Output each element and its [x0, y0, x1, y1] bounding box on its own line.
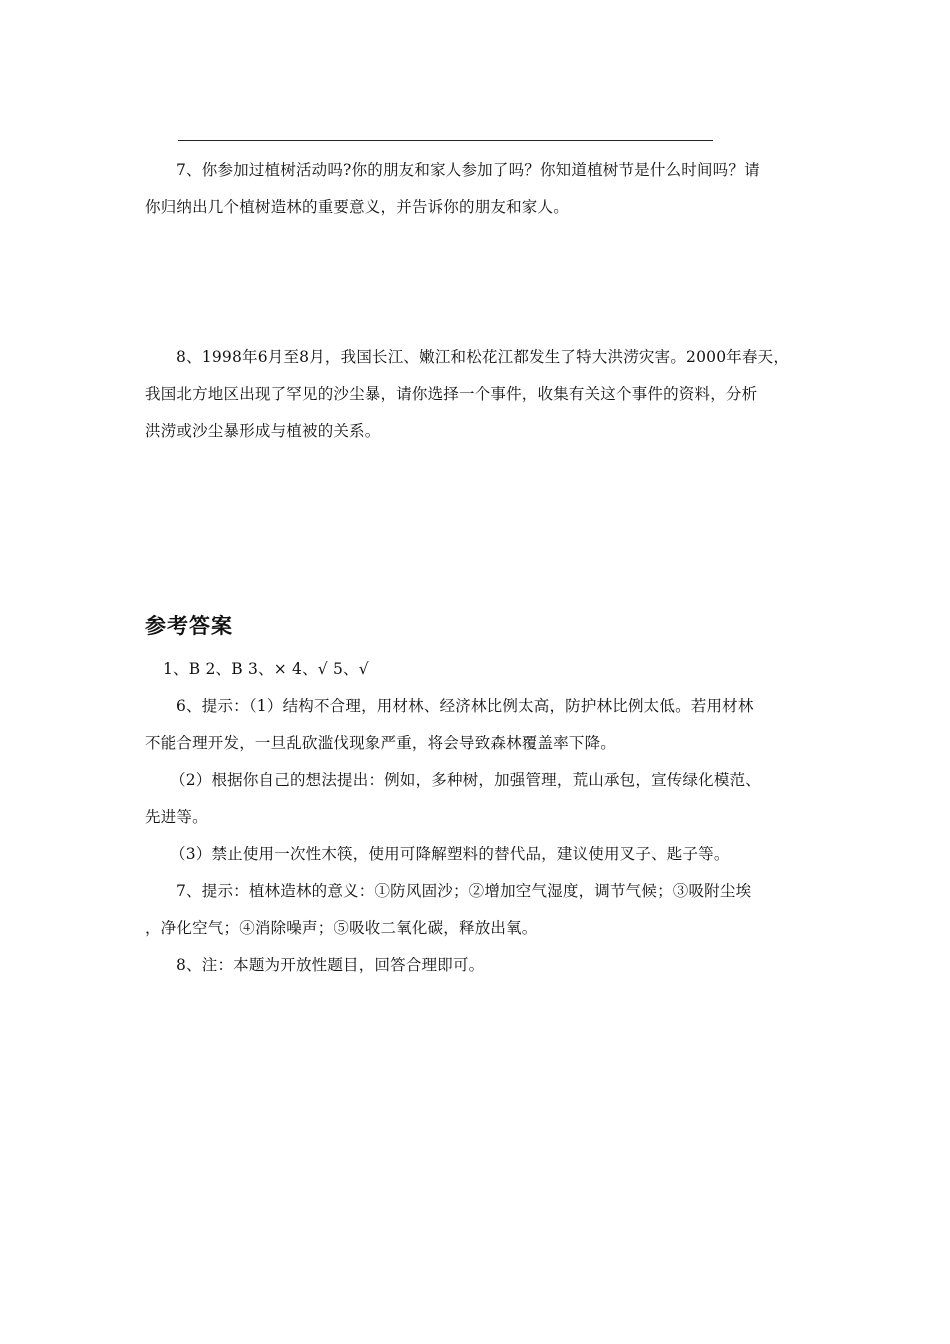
answer-8: 8、注：本题为开放性题目，回答合理即可。 — [176, 956, 485, 974]
answer-7-line-2: ，净化空气；④消除噪声；⑤吸收二氧化碳，释放出氧。 — [145, 919, 538, 937]
answer-1-5: 1、B 2、B 3、× 4、√ 5、√ — [163, 660, 369, 678]
question-7-line-1: 7、你参加过植树活动吗?你的朋友和家人参加了吗？你知道植树节是什么时间吗？请 — [176, 161, 760, 179]
answer-6-line-3: （2）根据你自己的想法提出：例如，多种树，加强管理，荒山承包，宣传绿化模范、 — [170, 771, 761, 789]
answer-7-line-1: 7、提示：植林造林的意义：①防风固沙；②增加空气湿度，调节气候；③吸附尘埃 — [176, 882, 752, 900]
question-8-line-2: 我国北方地区出现了罕见的沙尘暴，请你选择一个事件，收集有关这个事件的资料，分析 — [145, 385, 758, 403]
answer-6-line-2: 不能合理开发，一旦乱砍滥伐现象严重，将会导致森林覆盖率下降。 — [145, 734, 617, 752]
question-7-line-2: 你归纳出几个植树造林的重要意义，并告诉你的朋友和家人。 — [145, 198, 569, 216]
answers-body — [145, 651, 805, 984]
answer-6-line-5: （3）禁止使用一次性木筷，使用可降解塑料的替代品，建议使用叉子、匙子等。 — [170, 845, 730, 863]
question-8-line-3: 洪涝或沙尘暴形成与植被的关系。 — [145, 422, 381, 440]
answer-6-line-4: 先进等。 — [145, 808, 208, 826]
question-7 — [145, 152, 805, 226]
answer-6-line-1: 6、提示：（1）结构不合理，用材林、经济林比例太高，防护林比例太低。若用材林 — [176, 697, 754, 715]
question-8-line-1: 8、1998年6月至8月，我国长江、嫩江和松花江都发生了特大洪涝灾害。2000年春天， — [176, 348, 790, 366]
answer-line — [178, 140, 713, 141]
question-8 — [145, 339, 805, 450]
answers-heading: 参考答案 — [145, 614, 233, 638]
